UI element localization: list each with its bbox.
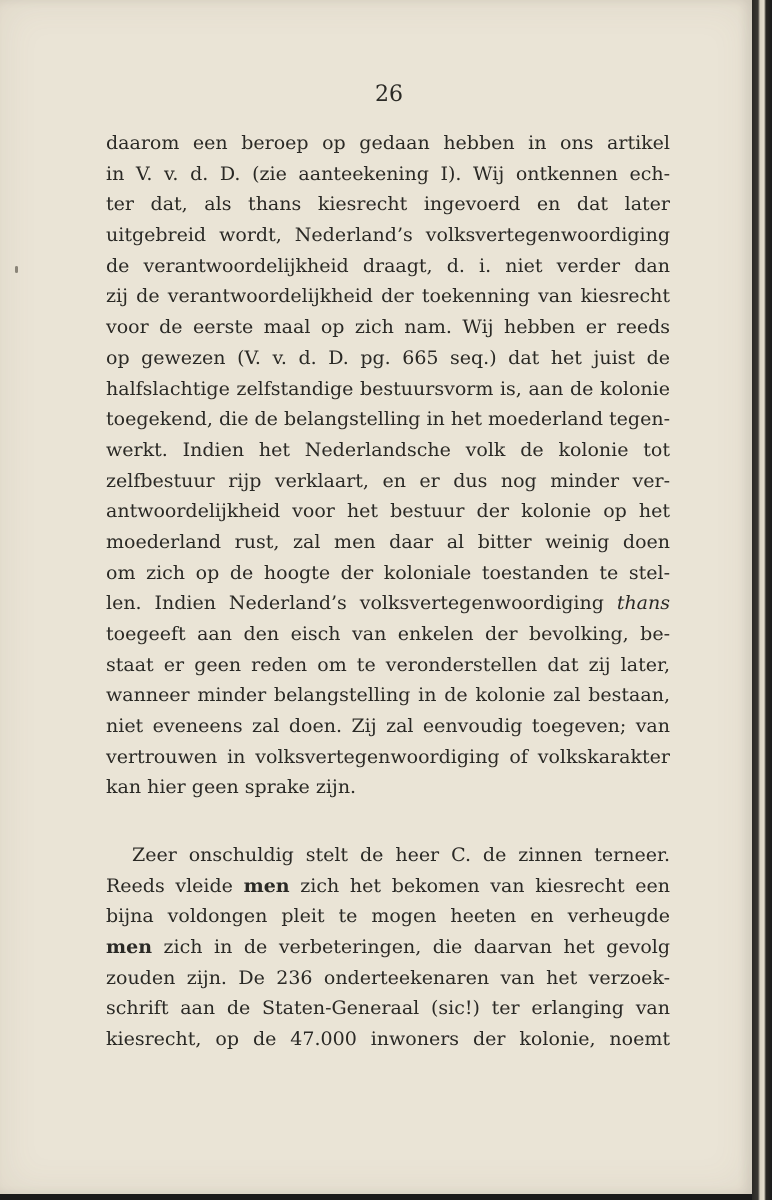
bold-word: men	[106, 936, 153, 959]
paragraph-1	[106, 128, 670, 803]
text-line: zouden zijn. De 236 onderteekenaren van het verzoek-	[106, 966, 670, 989]
text-line: halfslachtige zelfstandige bestuursvorm is, aan de kolonie	[106, 377, 670, 400]
text-line: toegeeft aan den eisch van enkelen der bevolking, be-	[106, 623, 670, 645]
text-line: zelfbestuur rijp verklaart, en er dus nog minder ver-	[106, 469, 670, 492]
text-line: op gewezen (V. v. d. D. pg. 665 seq.) dat het juist de	[106, 346, 670, 369]
text-line: uitgebreid wordt, Nederland’s volksvertegenwoordiging	[106, 224, 670, 247]
paragraph-2	[106, 840, 670, 1055]
text-line: wanneer minder belangstelling in de kolonie zal bestaan,	[106, 684, 670, 707]
text-line: niet eveneens zal doen. Zij zal eenvoudig toegeven; van	[106, 715, 670, 738]
text-line: daarom een beroep op gedaan hebben in ons artikel	[106, 132, 670, 154]
page-number: 26	[375, 82, 403, 107]
text-line: bijna voldongen pleit te mogen heeten en verheugde	[106, 905, 670, 928]
text-line: schrift aan de Staten-Generaal (sic!) ter erlanging van	[106, 997, 670, 1020]
text-line: toegekend, die de belangstelling in het moederland tegen-	[106, 408, 670, 431]
paper-speck	[15, 266, 18, 273]
text-line: vertrouwen in volksvertegenwoordiging of volkskarakter	[106, 745, 670, 768]
text-line: kan hier geen sprake zijn.	[106, 776, 357, 799]
text-line: de verantwoordelijkheid draagt, d. i. niet verder dan	[106, 254, 670, 277]
text-line: len. Indien Nederland’s volksvertegenwoordiging thans	[106, 592, 670, 615]
italic-word: thans	[616, 592, 670, 615]
text-line: moederland rust, zal men daar al bitter weinig doen	[106, 530, 670, 553]
book-spine-edge	[752, 0, 772, 1200]
text-line: kiesrecht, op de 47.000 inwoners der kolonie, noemt	[106, 1028, 670, 1051]
text-line: om zich op de hoogte der koloniale toestanden te stel-	[106, 561, 670, 584]
text-line: men zich in de verbeteringen, die daarvan het gevolg	[106, 936, 670, 959]
text-line: ter dat, als thans kiesrecht ingevoerd en dat later	[106, 193, 670, 216]
text-line: antwoordelijkheid voor het bestuur der kolonie op het	[106, 500, 670, 523]
text-line: voor de eerste maal op zich nam. Wij hebben er reeds	[106, 316, 670, 339]
text-line: staat er geen reden om te veronderstellen dat zij later,	[106, 653, 670, 676]
bold-word: men	[243, 874, 290, 897]
text-line: Reeds vleide men zich het bekomen van kiesrecht een	[106, 874, 671, 897]
text-line: werkt. Indien het Nederlandsche volk de kolonie tot	[106, 438, 670, 461]
text-line: in V. v. d. D. (zie aanteekening I). Wij ontkennen ech-	[106, 162, 670, 185]
text-line: Zeer onschuldig stelt de heer C. de zinnen terneer.	[132, 844, 670, 866]
text-line: zij de verantwoordelijkheid der toekenning van kiesrecht	[106, 285, 670, 308]
